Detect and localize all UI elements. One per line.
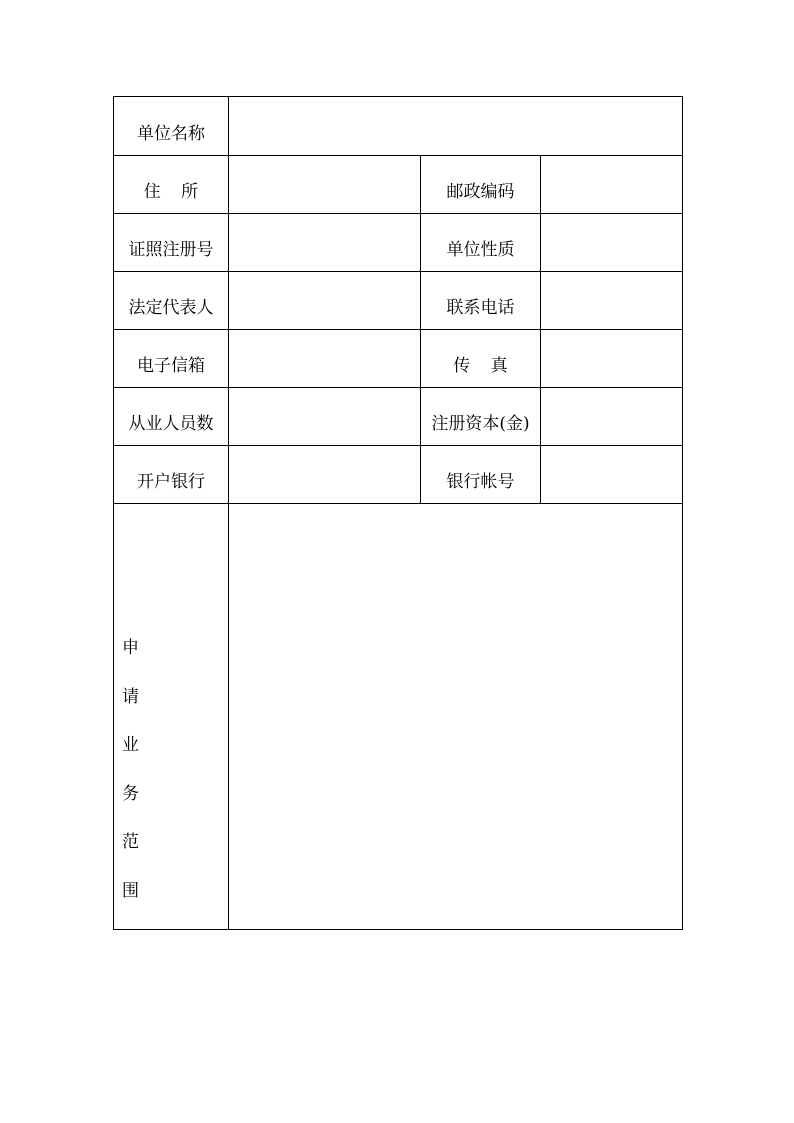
label-employees: 从业人员数 <box>114 388 229 446</box>
field-business-scope[interactable] <box>229 504 683 930</box>
field-account-no[interactable] <box>541 446 683 504</box>
label-email: 电子信箱 <box>114 330 229 388</box>
scope-char: 申 <box>122 638 139 658</box>
label-account-no: 银行帐号 <box>421 446 541 504</box>
field-employees[interactable] <box>229 388 421 446</box>
field-address[interactable] <box>229 156 421 214</box>
field-postal-code[interactable] <box>541 156 683 214</box>
field-registered-capital[interactable] <box>541 388 683 446</box>
row-unit-name <box>114 97 683 156</box>
field-fax[interactable] <box>541 330 683 388</box>
row-bank <box>114 446 683 504</box>
row-legal-rep <box>114 272 683 330</box>
scope-char: 务 <box>122 783 139 804</box>
row-email <box>114 330 683 388</box>
scope-char: 请 <box>122 686 139 707</box>
field-phone[interactable] <box>541 272 683 330</box>
label-legal-rep: 法定代表人 <box>114 272 229 330</box>
scope-char: 业 <box>122 735 139 755</box>
application-form-table <box>113 96 683 930</box>
label-license-no: 证照注册号 <box>114 214 229 272</box>
label-unit-name: 单位名称 <box>114 97 229 156</box>
label-fax: 传真 <box>421 330 541 388</box>
label-postal-code: 邮政编码 <box>421 156 541 214</box>
row-employees <box>114 388 683 446</box>
scope-char: 围 <box>122 880 139 901</box>
row-business-scope <box>114 504 683 930</box>
row-license-no <box>114 214 683 272</box>
field-bank[interactable] <box>229 446 421 504</box>
field-legal-rep[interactable] <box>229 272 421 330</box>
label-phone: 联系电话 <box>421 272 541 330</box>
label-registered-capital: 注册资本(金) <box>421 388 541 446</box>
label-bank: 开户银行 <box>114 446 229 504</box>
field-unit-name[interactable] <box>229 97 683 156</box>
label-unit-nature: 单位性质 <box>421 214 541 272</box>
field-license-no[interactable] <box>229 214 421 272</box>
row-address <box>114 156 683 214</box>
label-address: 住所 <box>114 156 229 214</box>
scope-char: 范 <box>122 832 139 852</box>
field-email[interactable] <box>229 330 421 388</box>
label-business-scope <box>114 504 229 930</box>
field-unit-nature[interactable] <box>541 214 683 272</box>
